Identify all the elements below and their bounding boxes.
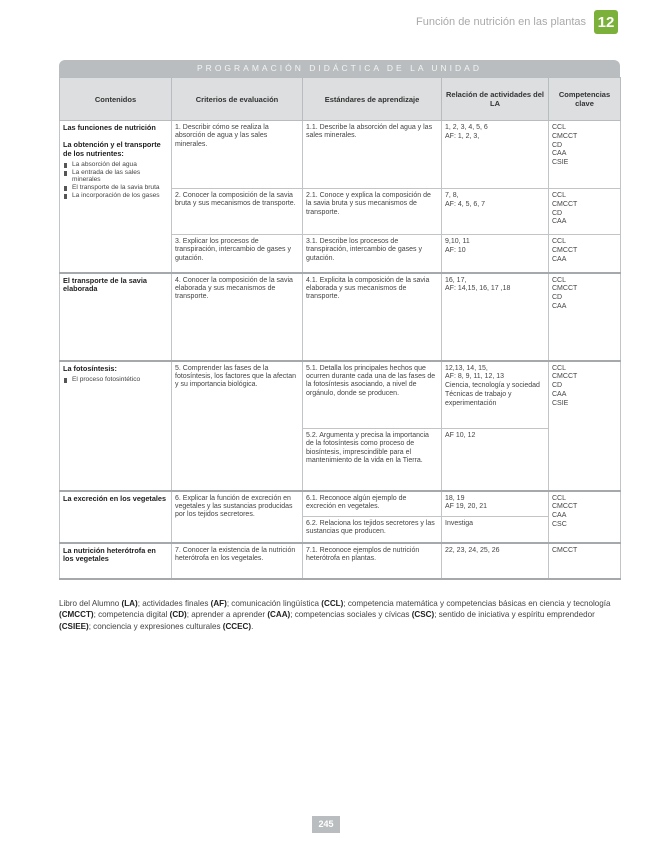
- activities-cell: [442, 543, 549, 579]
- activity-line: AF 19, 20, 21: [445, 503, 488, 511]
- activities-cell: [442, 189, 549, 235]
- col-header-contents: Contenidos: [60, 78, 172, 121]
- competency-code: CMCCT: [552, 132, 578, 140]
- legend-abbr: (CCEC): [222, 621, 252, 631]
- standard-cell: 7.1. Reconoce ejemplos de nutrición heterótrofa en plantas.: [303, 543, 442, 579]
- activities-cell: [442, 121, 549, 189]
- table-banner: PROGRAMACIÓN DIDÁCTICA DE LA UNIDAD: [59, 60, 620, 77]
- legend-abbr: (CD): [169, 610, 187, 620]
- criterion-cell: 2. Conocer la composición de la savia bruta y sus mecanismos de transporte.: [172, 189, 303, 235]
- page-header: [416, 10, 618, 34]
- table-row: [60, 273, 621, 361]
- activity-line: AF: 4, 5, 6, 7: [445, 200, 486, 208]
- criterion-cell: 4. Conocer la composición de la savia elaborada y sus mecanismos de transporte.: [172, 273, 303, 361]
- legend-abbr: (CSIEE): [59, 621, 89, 631]
- table-row: [60, 361, 621, 429]
- legend-text: ; conciencia y expresiones culturales: [88, 621, 223, 631]
- competency-code: CCL: [552, 494, 567, 502]
- legend-abbr: (CAA): [267, 610, 291, 620]
- competency-code: CAA: [552, 512, 567, 519]
- competency-code: CD: [552, 141, 563, 149]
- competency-code: CAA: [552, 150, 567, 158]
- activity-line: Investiga: [445, 520, 474, 527]
- subtopic-title: La obtención y el transporte de los nutrientes:: [63, 139, 161, 158]
- chapter-number-badge: 12: [594, 10, 618, 34]
- contents-cell: [60, 121, 172, 273]
- activity-line: 1, 2, 3, 4, 5, 6: [445, 124, 488, 131]
- topic-title: La excreción en los vegetales: [63, 493, 167, 503]
- legend-abbr: (CSC): [411, 610, 435, 620]
- legend-paragraph: [59, 598, 622, 632]
- topic-title: La fotosíntesis:: [63, 363, 117, 373]
- legend-text: ; comunicación lingüística: [226, 599, 322, 608]
- activity-line: AF 10, 12: [445, 432, 476, 439]
- col-header-standards: Estándares de aprendizaje: [303, 78, 442, 121]
- competency-code: CMCCT: [552, 200, 578, 208]
- table-row: [60, 121, 621, 189]
- col-header-competencies: Competencias clave: [549, 78, 621, 121]
- competency-code: CCL: [552, 124, 567, 131]
- legend-abbr: (AF): [210, 599, 227, 608]
- legend-text: ; competencia matemática y competencias básicas en ciencia y tecnología: [343, 599, 611, 608]
- criterion-cell: 3. Explicar los procesos de transpiración, intercambio de gases y gutación.: [172, 235, 303, 273]
- criterion-cell: 7. Conocer la existencia de la nutrición heterótrofa en los vegetales.: [172, 543, 303, 579]
- competencies-cell: [549, 235, 621, 273]
- standard-cell: 1.1. Describe la absorción del agua y las sales minerales.: [303, 121, 442, 189]
- topic-title: Las funciones de nutrición: [63, 123, 156, 132]
- competencies-cell: [549, 189, 621, 235]
- table-row: [60, 491, 621, 517]
- content-bullets: [63, 376, 168, 384]
- activities-cell: [442, 361, 549, 429]
- criterion-cell: 5. Comprender las fases de la fotosíntesis, los factores que la afectan y su importancia biológica.: [172, 361, 303, 491]
- competency-code: CSC: [552, 520, 567, 528]
- contents-cell: [60, 491, 172, 543]
- competencies-cell: [549, 361, 621, 491]
- contents-cell: [60, 543, 172, 579]
- col-header-activities: Relación de actividades del LA: [442, 78, 549, 121]
- competency-code: CAA: [552, 302, 567, 310]
- activity-line: AF: 14,15, 16, 17 ,18: [445, 285, 511, 293]
- activity-line: Técnicas de trabajo y experimentación: [445, 390, 512, 407]
- competency-code: CMCCT: [552, 546, 578, 554]
- standard-cell: 6.1. Reconoce algún ejemplo de excreción en vegetales.: [303, 491, 442, 517]
- competency-code: CMCCT: [552, 285, 578, 293]
- activity-line: AF: 8, 9, 11, 12, 13: [445, 373, 505, 381]
- standard-cell: 4.1. Explicita la composición de la savia elaborada y sus mecanismos de transporte.: [303, 273, 442, 361]
- competencies-cell: [549, 543, 621, 579]
- competency-code: CCL: [552, 364, 567, 372]
- activity-line: 18, 19: [445, 494, 465, 502]
- competency-code: CCL: [552, 192, 567, 199]
- competencies-cell: [549, 121, 621, 189]
- list-item: La entrada de las sales minerales: [63, 169, 168, 184]
- competency-code: CSIE: [552, 159, 569, 166]
- programming-table: [59, 60, 620, 580]
- col-header-criteria: Criterios de evaluación: [172, 78, 303, 121]
- competencies-cell: [549, 273, 621, 361]
- list-item: El proceso fotosintético: [63, 376, 168, 384]
- contents-cell: [60, 273, 172, 361]
- legend-text: ; competencia digital: [93, 610, 170, 620]
- competency-code: CD: [552, 294, 563, 301]
- activity-line: AF: 1, 2, 3,: [445, 132, 480, 140]
- legend-text: Libro del Alumno: [59, 599, 122, 608]
- competency-code: CMCCT: [552, 503, 578, 511]
- criterion-cell: 1. Describir cómo se realiza la absorción de agua y las sales minerales.: [172, 121, 303, 189]
- content-bullets: [63, 161, 168, 199]
- contents-cell: [60, 361, 172, 491]
- table-row: [60, 543, 621, 579]
- chapter-title: Función de nutrición en las plantas: [416, 16, 586, 28]
- legend-text: ; sentido de iniciativa y espíritu emprendedor: [434, 610, 595, 620]
- topic-title: La nutrición heterótrofa en los vegetales: [63, 545, 156, 564]
- legend-text: .: [251, 621, 254, 631]
- standard-cell: 3.1. Describe los procesos de transpiración, intercambio de gases y gutación.: [303, 235, 442, 273]
- activity-line: Ciencia, tecnología y sociedad: [445, 382, 540, 389]
- legend-abbr: (LA): [121, 599, 138, 608]
- activity-line: 12,13, 14, 15,: [445, 364, 488, 372]
- competency-code: CAA: [552, 255, 567, 263]
- competencies-cell: [549, 491, 621, 543]
- standard-cell: 5.1. Detalla los principales hechos que ocurren durante cada una de las fases de la fotosíntesis asociando, a nivel de orgánulo, donde se producen.: [303, 361, 442, 429]
- competency-code: CAA: [552, 390, 567, 398]
- competency-code: CD: [552, 382, 563, 389]
- activity-line: 7, 8,: [445, 192, 459, 199]
- page-number: 245: [312, 816, 340, 833]
- activities-cell: [442, 235, 549, 273]
- activities-cell: [442, 273, 549, 361]
- list-item: El transporte de la savia bruta: [63, 184, 168, 192]
- standard-cell: 2.1. Conoce y explica la composición de la savia bruta y sus mecanismos de transporte.: [303, 189, 442, 235]
- competency-code: CCL: [552, 276, 567, 284]
- legend-text: ; competencias sociales y cívicas: [290, 610, 412, 620]
- activity-line: AF: 10: [445, 246, 466, 254]
- table-header-row: [60, 78, 621, 121]
- standard-cell: 6.2. Relaciona los tejidos secretores y las sustancias que producen.: [303, 517, 442, 543]
- activities-cell: [442, 491, 549, 517]
- legend-abbr: (CCL): [321, 599, 344, 608]
- legend-abbr: (CMCCT): [59, 610, 94, 620]
- activity-line: 16, 17,: [445, 276, 467, 284]
- topic-title: El transporte de la savia elaborada: [63, 275, 147, 294]
- activity-line: 9,10, 11: [445, 238, 470, 245]
- competency-code: CSIE: [552, 399, 569, 407]
- activity-line: 22, 23, 24, 25, 26: [445, 546, 500, 554]
- competency-code: CMCCT: [552, 373, 578, 381]
- legend-text: ; aprender a aprender: [186, 610, 268, 620]
- competency-code: CD: [552, 209, 563, 217]
- list-item: La absorción del agua: [63, 161, 168, 169]
- activities-cell: [442, 429, 549, 491]
- standard-cell: 5.2. Argumenta y precisa la importancia de la fotosíntesis como proceso de biosíntesis, imprescindible para el mantenimiento de la vida en la Tierra.: [303, 429, 442, 491]
- competency-code: CMCCT: [552, 246, 578, 254]
- list-item: La incorporación de los gases: [63, 192, 168, 200]
- competency-code: CAA: [552, 218, 567, 226]
- criterion-cell: 6. Explicar la función de excreción en vegetales y las sustancias producidas por los tejidos secretores.: [172, 491, 303, 543]
- competency-code: CCL: [552, 238, 567, 245]
- legend-text: ; actividades finales: [137, 599, 211, 608]
- activities-cell: [442, 517, 549, 543]
